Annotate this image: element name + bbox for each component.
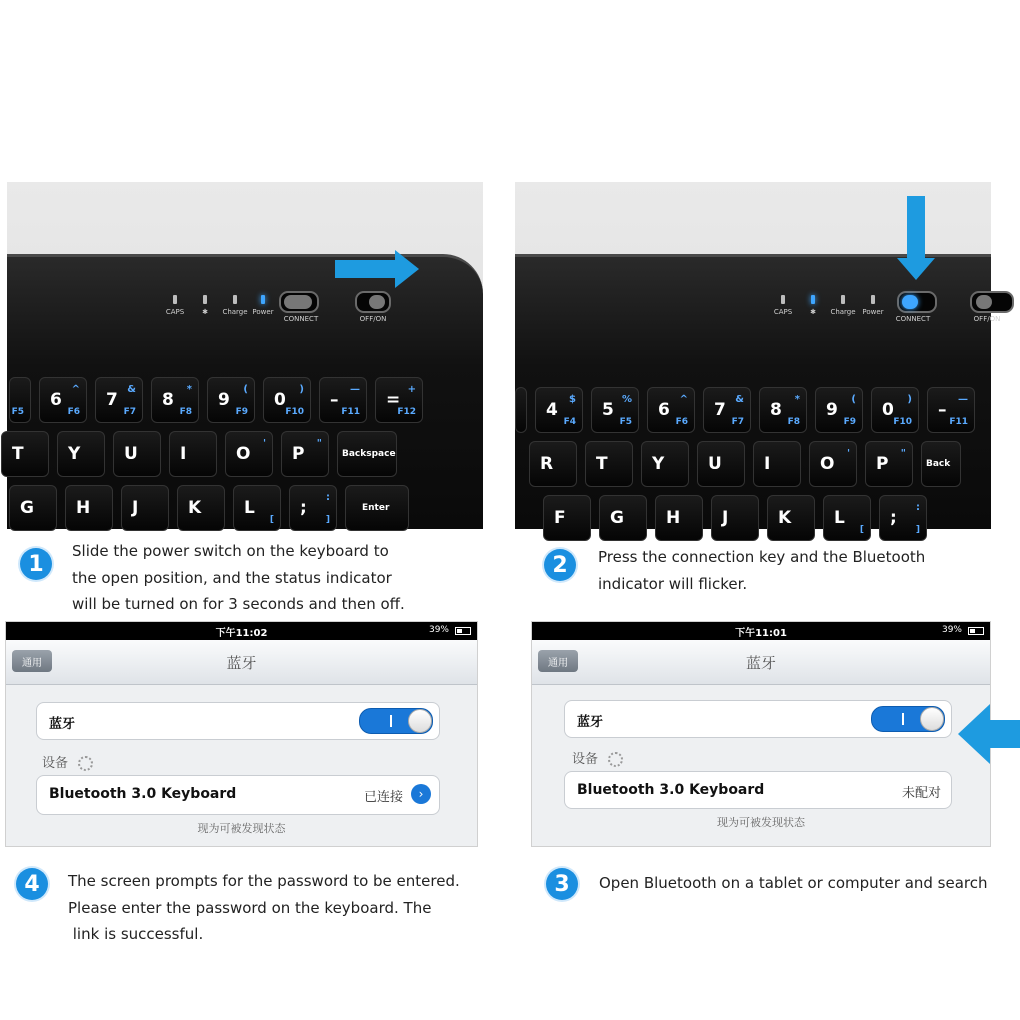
key[interactable]: K <box>177 485 225 531</box>
key[interactable]: R <box>529 441 577 487</box>
key-row-numbers <box>515 387 975 433</box>
connect-label: CONNECT <box>283 315 319 323</box>
key[interactable]: 5 % F5 <box>591 387 639 433</box>
key[interactable]: ; : ] <box>879 495 927 541</box>
status-bar: 下午11:02 39% <box>6 622 477 640</box>
power-switch-label: OFF/ON <box>359 315 387 323</box>
bluetooth-indicator: ✱ <box>795 295 831 316</box>
step-4-badge: 4 <box>16 868 48 900</box>
devices-label: 设备 <box>572 748 623 767</box>
key-row-top-letters <box>1 431 397 477</box>
device-row[interactable] <box>564 771 952 809</box>
bluetooth-indicator: ✱ <box>187 295 223 316</box>
discoverable-note: 现为可被发现状态 <box>717 816 805 829</box>
device-name: Bluetooth 3.0 Keyboard <box>577 782 765 798</box>
key[interactable]: 8 * F8 <box>759 387 807 433</box>
page-title: 蓝牙 <box>226 654 257 672</box>
device-row[interactable] <box>36 775 440 815</box>
key[interactable]: J <box>121 485 169 531</box>
device-name: Bluetooth 3.0 Keyboard <box>49 786 237 802</box>
back-button[interactable]: 通用 <box>12 650 52 672</box>
key[interactable]: I <box>753 441 801 487</box>
step-3-badge: 3 <box>546 868 578 900</box>
bluetooth-toggle-row: 蓝牙 <box>564 700 952 738</box>
nav-bar <box>532 640 990 685</box>
key[interactable]: K <box>767 495 815 541</box>
key[interactable]: G <box>9 485 57 531</box>
key[interactable]: H <box>655 495 703 541</box>
key[interactable]: 7 & F7 <box>703 387 751 433</box>
key[interactable]: ; : ] <box>289 485 337 531</box>
key[interactable]: 7 & F7 <box>95 377 143 423</box>
key[interactable]: T <box>585 441 633 487</box>
arrow-left-icon <box>988 720 1020 748</box>
devices-label: 设备 <box>42 752 93 771</box>
power-indicator: Power <box>855 295 891 316</box>
key[interactable]: T <box>1 431 49 477</box>
battery-icon <box>455 627 471 635</box>
keyboard-body <box>7 254 483 529</box>
step-2-text: Press the connection key and the Bluetooth indicator will flicker. <box>598 548 926 593</box>
keyboard-body <box>515 254 1001 535</box>
arrow-right-icon <box>335 260 397 278</box>
step-1-text: Slide the power switch on the keyboard to the open position, and the status indicator will be turned on for 3 seconds and then off. <box>72 542 405 613</box>
discoverable-note: 现为可被发现状态 <box>197 822 286 835</box>
detail-disclosure-icon[interactable]: › <box>411 784 431 804</box>
key[interactable]: – — F11 <box>319 377 367 423</box>
power-indicator: Power <box>245 295 281 316</box>
key[interactable]: J <box>711 495 759 541</box>
key[interactable]: H <box>65 485 113 531</box>
step-4-text: The screen prompts for the password to be entered. Please enter the password on the keyboard. The link is successful. <box>68 872 460 943</box>
step-1-badge: 1 <box>20 548 52 580</box>
nav-bar <box>6 640 477 685</box>
key[interactable]: U <box>697 441 745 487</box>
key[interactable]: P " <box>865 441 913 487</box>
key[interactable]: 9 ( F9 <box>207 377 255 423</box>
battery-icon <box>968 627 984 635</box>
caps-indicator: CAPS <box>157 295 193 316</box>
key[interactable]: L [ <box>823 495 871 541</box>
key[interactable]: 0 ) F10 <box>263 377 311 423</box>
keyboard-photo-power <box>7 182 483 529</box>
connect-button[interactable] <box>279 291 319 313</box>
key[interactable]: 6 ^ F6 <box>39 377 87 423</box>
power-switch[interactable] <box>970 291 1014 313</box>
page-title: 蓝牙 <box>745 654 776 672</box>
arrow-down-icon <box>907 196 925 260</box>
key[interactable] <box>515 387 527 433</box>
power-switch-label: OFF/ON <box>973 315 1001 323</box>
key[interactable]: 8 * F8 <box>151 377 199 423</box>
enter-key[interactable]: Enter <box>345 485 409 531</box>
keyboard-photo-connect <box>515 182 1001 535</box>
key[interactable]: P " <box>281 431 329 477</box>
key[interactable]: 6 ^ F6 <box>647 387 695 433</box>
key[interactable]: G <box>599 495 647 541</box>
key[interactable]: Y <box>641 441 689 487</box>
charge-indicator: Charge <box>825 295 861 316</box>
back-button[interactable]: 通用 <box>538 650 578 672</box>
key[interactable]: 0 ) F10 <box>871 387 919 433</box>
key[interactable]: F5 <box>9 377 31 423</box>
key[interactable]: = + F12 <box>375 377 423 423</box>
key[interactable]: F <box>543 495 591 541</box>
step-2-badge: 2 <box>544 549 576 581</box>
device-status: 已连接 <box>363 790 403 805</box>
key[interactable]: U <box>113 431 161 477</box>
backspace-key[interactable]: Back <box>921 441 961 487</box>
key[interactable]: L [ <box>233 485 281 531</box>
key[interactable]: Y <box>57 431 105 477</box>
key[interactable]: O ' <box>809 441 857 487</box>
spinner-icon <box>608 752 623 767</box>
key-row-numbers <box>9 377 423 423</box>
key-row-top-letters <box>529 441 961 487</box>
tablet-bluetooth-search <box>531 621 991 847</box>
key-row-home <box>543 495 927 541</box>
power-switch[interactable] <box>355 291 391 313</box>
tablet-bluetooth-connected <box>5 621 478 847</box>
caps-indicator: CAPS <box>765 295 801 316</box>
key[interactable]: O ' <box>225 431 273 477</box>
step-3-text: Open Bluetooth on a tablet or computer and search <box>599 874 988 892</box>
spinner-icon <box>78 756 93 771</box>
connect-button[interactable] <box>897 291 937 313</box>
key-row-home <box>9 485 409 531</box>
status-bar: 下午11:01 39% <box>532 622 990 640</box>
key[interactable]: 4 $ F4 <box>535 387 583 433</box>
bluetooth-toggle[interactable] <box>871 706 945 732</box>
bluetooth-toggle[interactable] <box>359 708 433 734</box>
key[interactable]: 9 ( F9 <box>815 387 863 433</box>
connect-label: CONNECT <box>895 315 931 323</box>
device-status: 未配对 <box>901 786 941 801</box>
bluetooth-toggle-row: 蓝牙 <box>36 702 440 740</box>
key[interactable]: I <box>169 431 217 477</box>
key[interactable]: – — F11 <box>927 387 975 433</box>
charge-indicator: Charge <box>217 295 253 316</box>
backspace-key[interactable]: Backspace <box>337 431 397 477</box>
